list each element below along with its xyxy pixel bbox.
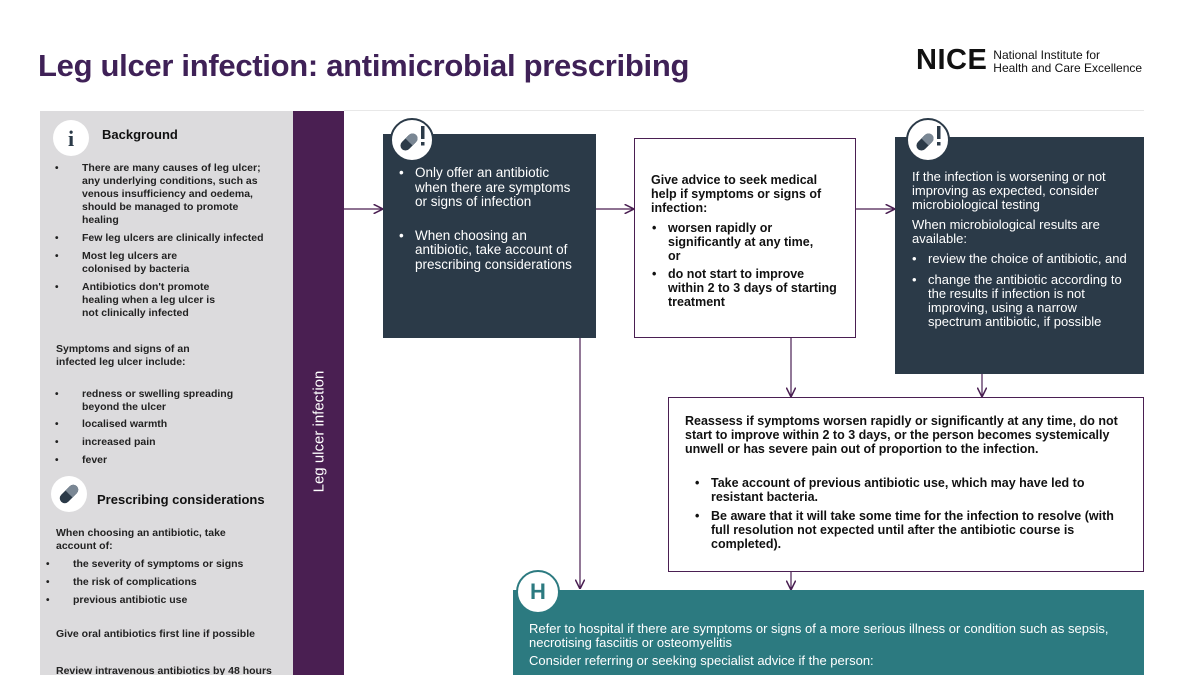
list-item: • previous antibiotic use [73,594,273,607]
list-item: • Few leg ulcers are clinically infected [82,232,267,245]
reassess-list [711,476,1131,551]
prescribing-intro: When choosing an antibiotic, take account of: [56,527,226,552]
iv-note: Review intravenous antibiotics by 48 hours [56,665,272,675]
reassess-box [668,397,1144,572]
list-item: • worsen rapidly or significantly at any time, [668,221,843,249]
safety-net-intro: Give advice to seek medical help if symptoms or signs of infection: [651,173,822,215]
microbiology-list [928,252,1133,329]
microbiology-when: When microbiological results are available: [912,217,1100,246]
list-item: • review the choice of antibiotic, and [928,252,1133,266]
antibiotic-offer-list [415,166,585,272]
page-title: Leg ulcer infection: antimicrobial prescribing [38,48,690,83]
referral-specialist-text: Consider referring or seeking specialist advice if the person: [529,653,874,668]
list-item: • localised warmth [82,418,252,431]
pill-alert-icon [906,118,950,162]
background-heading: Background [102,127,178,142]
list-item: • the severity of symptoms or signs [73,558,273,571]
oral-note: Give oral antibiotics first line if possible [56,628,255,640]
or-label: or [668,249,681,263]
referral-text: Refer to hospital if there are symptoms or signs of a more serious illness or condition such as sepsis, necrotising fasciitis or osteomyelitis [529,621,1109,650]
logo-mark: NICE [916,44,988,76]
pill-alert-icon [390,118,434,162]
logo-org-line1: National Institute for [993,48,1101,62]
list-item: • Take account of previous antibiotic use, which may have led to resistant bacteria. [711,476,1131,504]
microbiological-testing-box [895,137,1144,374]
prescribing-heading: Prescribing considerations [97,492,265,507]
hospital-icon [516,570,560,614]
list-item: • When choosing an antibiotic, take account of prescribing considerations [415,229,585,273]
list-item: • increased pain [82,436,252,449]
antibiotic-offer-box [383,134,596,338]
logo-org-line2: Health and Care Excellence [993,61,1143,75]
list-item: • the risk of complications [73,576,273,589]
list-item: • do not start to improve within 2 to 3 days of starting treatment [668,267,843,309]
symptoms-intro: Symptoms and signs of an infected leg ulcer include: [56,343,190,368]
list-item: • Only offer an antibiotic when there are symptoms or signs of infection [415,166,585,210]
microbiology-intro: If the infection is worsening or not improving as expected, consider microbiological testing [912,169,1106,212]
list-item: • redness or swelling spreading beyond the ulcer [82,388,242,414]
hospital-badge: H [530,579,546,604]
hospital-referral-box [513,590,1144,675]
svg-text:i: i [67,126,75,150]
safety-net-advice-box [634,138,856,338]
list-item: • fever [82,454,252,467]
pathway-label: Leg ulcer infection [310,370,328,493]
list-item: • Most leg ulcers are colonised by bacteria [82,250,202,276]
reassess-intro: Reassess if symptoms worsen rapidly or significantly at any time, do not start to improve within 2 to 3 days, or the person becomes systemically unwell or has severe pain out of proportion to the infection. [685,414,1118,456]
list-item: • Be aware that it will take some time for the infection to resolve (with full resolution not expected until after the antibiotic course is completed). [711,509,1131,551]
list-item: • There are many causes of leg ulcer; any underlying conditions, such as venous insufficiency and oedema, should be managed to promote healing [82,162,267,227]
safety-net-list [668,221,843,309]
list-item: • change the antibiotic according to the results if infection is not improving, using a narrow spectrum antibiotic, if possible [928,273,1133,329]
list-item: • Antibiotics don't promote healing when a leg ulcer is not clinically infected [82,281,222,320]
